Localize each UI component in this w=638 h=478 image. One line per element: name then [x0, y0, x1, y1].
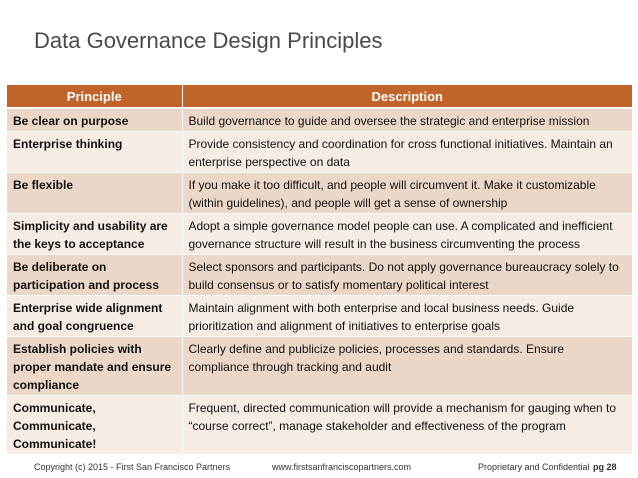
principle-cell: Be flexible	[7, 173, 182, 214]
principle-cell: Enterprise thinking	[7, 132, 182, 173]
table-row	[7, 108, 632, 132]
page-title: Data Governance Design Principles	[34, 28, 383, 53]
principle-cell: Simplicity and usability are the keys to acceptance	[7, 214, 182, 255]
description-cell: Clearly define and publicize policies, processes and standards. Ensure compliance through tracking and audit	[182, 337, 632, 396]
description-cell: Maintain alignment with both enterprise and local business needs. Guide prioritization and alignment of initiatives to enterprise goals	[182, 296, 632, 337]
principle-cell: Communicate, Communicate, Communicate!	[7, 396, 182, 455]
column-header-principle: Principle	[7, 85, 182, 108]
principle-cell: Be clear on purpose	[7, 108, 182, 132]
table-row	[7, 214, 632, 255]
principle-cell: Establish policies with proper mandate and ensure compliance	[7, 337, 182, 396]
column-header-description: Description	[182, 85, 632, 108]
footer-page-number: pg 28	[593, 462, 617, 472]
table-row	[7, 337, 632, 396]
footer-confidential: Proprietary and Confidential	[478, 462, 590, 472]
description-cell: Frequent, directed communication will provide a mechanism for gauging when to “course correct”, manage stakeholder and effectiveness of the program	[182, 396, 632, 455]
table-header-row	[7, 85, 632, 108]
principles-table	[7, 85, 632, 455]
principle-cell: Enterprise wide alignment and goal congruence	[7, 296, 182, 337]
description-cell: Provide consistency and coordination for cross functional initiatives. Maintain an enterprise perspective on data	[182, 132, 632, 173]
footer-copyright: Copyright (c) 2015 - First San Francisco Partners	[34, 462, 231, 472]
table-row	[7, 132, 632, 173]
table-row	[7, 255, 632, 296]
table-row	[7, 296, 632, 337]
footer-website: www.firstsanfranciscopartners.com	[272, 462, 412, 472]
table-row	[7, 396, 632, 455]
description-cell: Select sponsors and participants. Do not apply governance bureaucracy solely to build consensus or to satisfy momentary political interest	[182, 255, 632, 296]
description-cell: Build governance to guide and oversee the strategic and enterprise mission	[182, 108, 632, 132]
description-cell: If you make it too difficult, and people will circumvent it. Make it customizable (within guidelines), and people will get a sense of ownership	[182, 173, 632, 214]
description-cell: Adopt a simple governance model people can use. A complicated and inefficient governance structure will result in the business circumventing the process	[182, 214, 632, 255]
table-row	[7, 173, 632, 214]
principle-cell: Be deliberate on participation and process	[7, 255, 182, 296]
